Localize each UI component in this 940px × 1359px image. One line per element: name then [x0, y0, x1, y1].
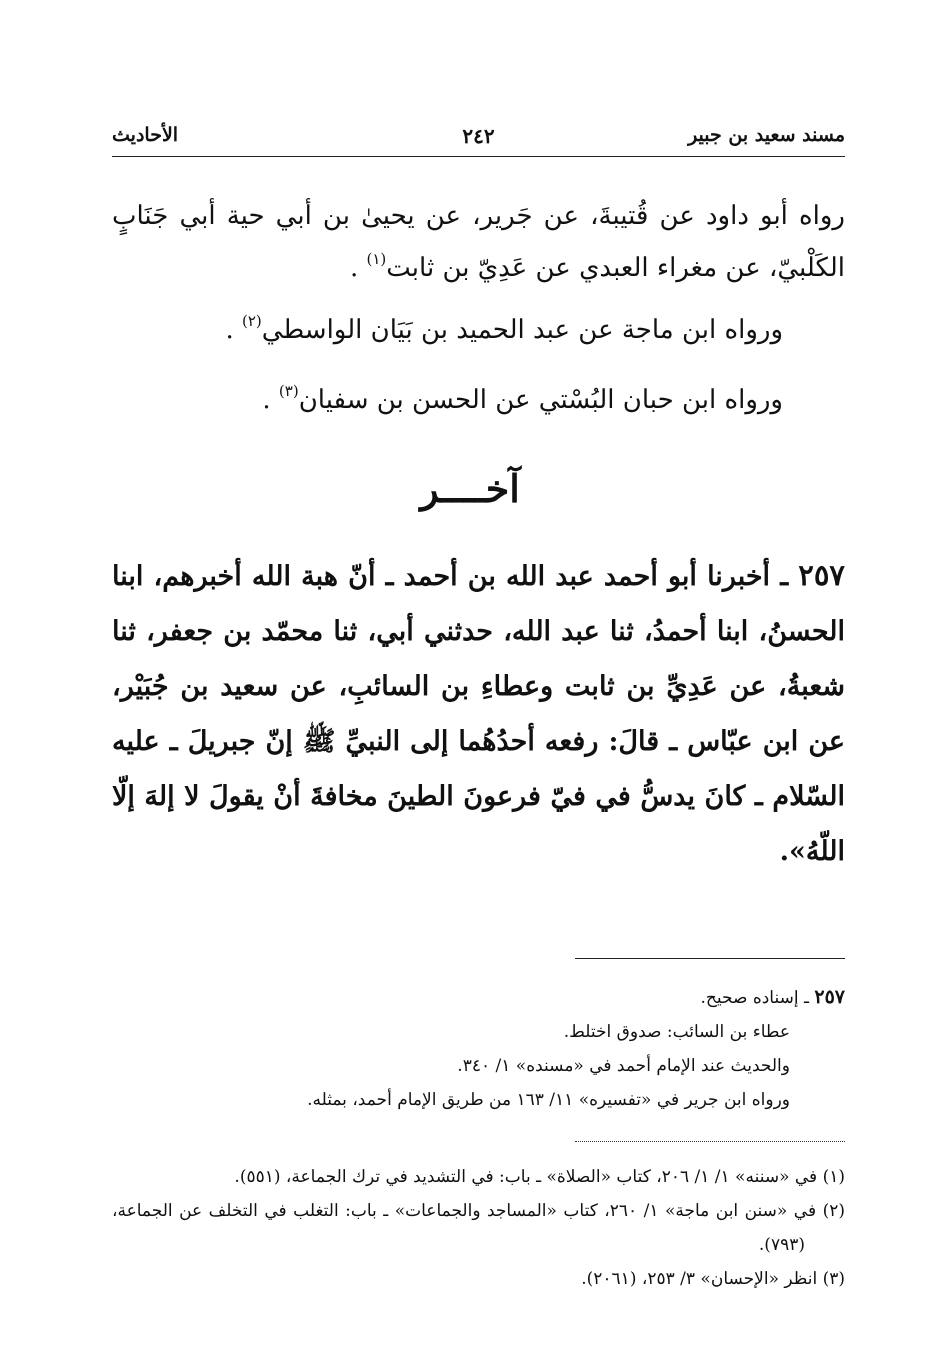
footnote-marker-2: (٢): [242, 312, 262, 330]
footnote-marker-1: (١): [366, 250, 387, 268]
footnote-3: (٣) انظر «الإحسان» ٣/ ٢٥٣، (٢٠٦١).: [581, 1269, 845, 1289]
end-mark: .: [225, 315, 234, 345]
intro-paragraph: [112, 190, 845, 294]
note-line: [112, 980, 845, 1015]
notes-divider: [575, 958, 845, 959]
running-header: [112, 124, 845, 156]
note-line: عطاء بن السائب: صدوق اختلط.: [563, 1022, 790, 1042]
book-title: مسند سعيد بن جبير: [688, 124, 845, 146]
takhrij-notes: [112, 980, 845, 1117]
footnotes: [112, 1160, 845, 1296]
note-line: والحديث عند الإمام أحمد في «مسنده» ١/ ٣٤٠.: [457, 1056, 790, 1076]
footnotes-divider: [575, 1141, 845, 1142]
footnote-1: (١) في «سننه» ١/ ١/ ٢٠٦، كتاب «الصلاة» ـ باب: في التشديد في ترك الجماعة، (٥٥١).: [234, 1167, 845, 1187]
hadith-number: ٢٥٧: [798, 558, 845, 592]
page-number: ٢٤٢: [462, 124, 495, 148]
ibn-majah-paragraph: [112, 304, 845, 356]
ibn-hibban-text: ورواه ابن حبان البُسْتي عن الحسن بن سفيان: [298, 385, 783, 415]
ibn-majah-text: ورواه ابن ماجة عن عبد الحميد بن بَيَان الواسطي: [261, 315, 783, 345]
section-name: الأحاديث: [112, 124, 179, 146]
section-heading: آخــــر: [420, 466, 520, 511]
hadith-paragraph: [112, 548, 845, 879]
header-divider: [112, 156, 845, 157]
note-text: ـ إسناده صحيح.: [700, 988, 809, 1008]
footnote-marker-3: (٣): [278, 382, 299, 400]
note-line: ورواه ابن جرير في «تفسيره» ١١/ ١٦٣ من طريق الإمام أحمد، بمثله.: [307, 1090, 790, 1110]
footnote-2: (٢) في «سنن ابن ماجة» ١/ ٢٦٠، كتاب «المساجد والجماعات» ـ باب: التغلب في التخلف عن الجماعة، (٧٩٣).: [112, 1201, 845, 1255]
ibn-hibban-paragraph: [112, 374, 845, 426]
end-mark: .: [349, 253, 359, 283]
hadith-text: ـ أخبرنا أبو أحمد عبد الله بن أحمد ـ أنّ هبة الله أخبرهم، ابنا الحسنُ، ابنا أحمدُ، ثنا عبد الله، حدثني أبي، ثنا محمّد بن جعفر، ثنا شعبةُ، عن عَدِيِّ بن ثابت وعطاءِ بن السائبِ، عن سعيد بن جُبَيْر، عن ابن عبّاس ـ قالَ: رفعه أحدُهُما إلى النبيِّ ﷺ إنّ جبريلَ ـ عليه السّلام ـ كانَ يدسُّ في فيّ فرعونَ الطينَ مخافةَ أنْ يقولَ لا إلهَ إلّا اللّهُ».: [112, 561, 845, 867]
note-number: ٢٥٧: [814, 986, 845, 1008]
intro-text: رواه أبو داود عن قُتيبةَ، عن جَرير، عن يحيىٰ بن أبي حية أبي جَنَابٍ الكَلْبيّ، عن مغراء العبدي عن عَدِيّ بن ثابت: [112, 201, 845, 283]
end-mark: .: [262, 385, 271, 415]
